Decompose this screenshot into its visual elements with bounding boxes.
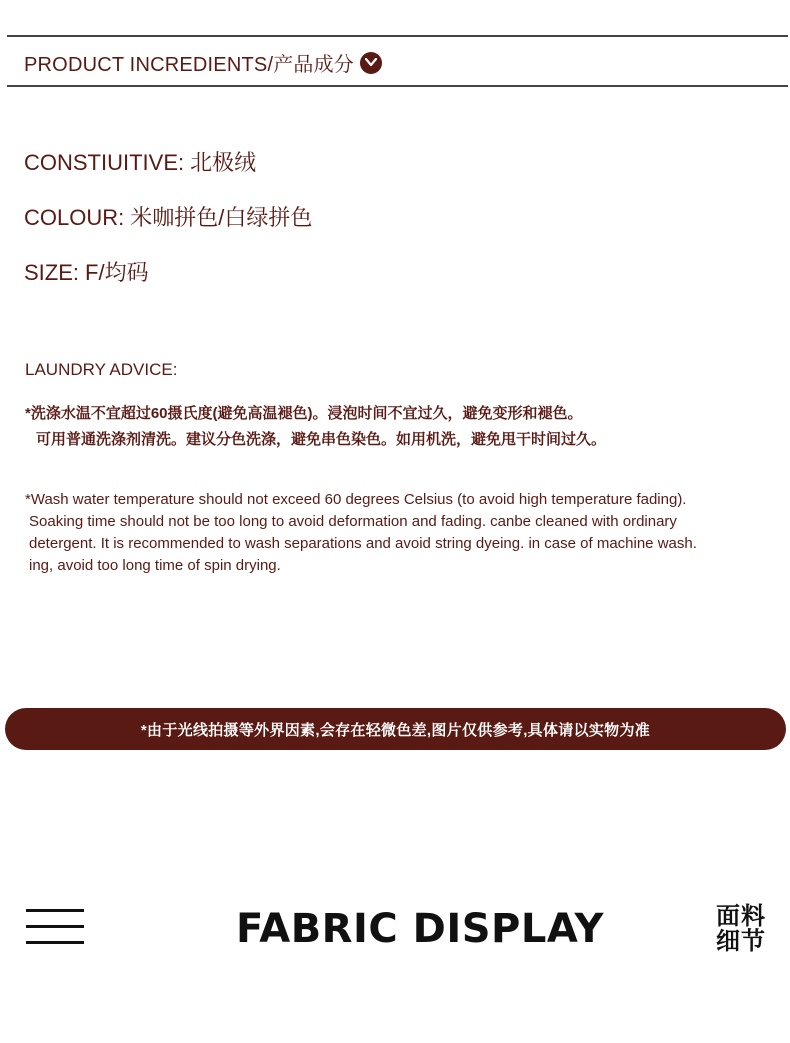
section-cn-label: 面料细节 — [716, 903, 766, 955]
spec-label: SIZE: — [24, 260, 80, 285]
spec-value: 米咖拼色/白绿拼色 — [130, 205, 313, 230]
spec-value: F/均码 — [85, 260, 149, 285]
spec-value: 北极绒 — [190, 150, 257, 175]
top-divider — [7, 35, 788, 37]
color-disclaimer-text: *由于光线拍摄等外界因素,会存在轻微色差,图片仅供参考,具体请以实物为准 — [140, 721, 651, 739]
laundry-en-line: Soaking time should not be too long to avoid deformation and fading. canbe cleaned with ordinary — [29, 513, 677, 530]
menu-icon[interactable] — [26, 909, 84, 945]
spec-label: COLOUR: — [24, 205, 125, 230]
spec-size — [24, 256, 149, 287]
laundry-en-line: *Wash water temperature should not exceed 60 degrees Celsius (to avoid high temperature fading). — [25, 491, 687, 508]
section-title: FABRIC DISPLAY — [236, 906, 604, 952]
laundry-title: LAUNDRY ADVICE: — [25, 360, 178, 379]
laundry-en-line: detergent. It is recommended to wash separations and avoid string dyeing. in case of machine wash. — [29, 535, 697, 552]
spec-colour — [24, 201, 312, 232]
laundry-cn-line: 可用普通洗涤剂清洗。建议分色洗涤，避免串色染色。如用机洗，避免甩干时间过久。 — [36, 431, 607, 448]
spec-label: CONSTIUITIVE: — [24, 150, 185, 175]
header-divider — [7, 85, 788, 87]
laundry-en-line: ing, avoid too long time of spin drying. — [29, 557, 281, 574]
chevron-down-icon — [360, 52, 382, 74]
ingredients-header-label: PRODUCT INCREDIENTS/产品成分 — [24, 54, 355, 76]
spec-constituent — [24, 146, 256, 177]
color-disclaimer-banner — [5, 708, 786, 750]
laundry-cn-line: *洗涤水温不宜超过60摄氏度(避免高温褪色)。浸泡时间不宜过久，避免变形和褪色。 — [25, 405, 583, 422]
ingredients-header — [24, 48, 382, 77]
